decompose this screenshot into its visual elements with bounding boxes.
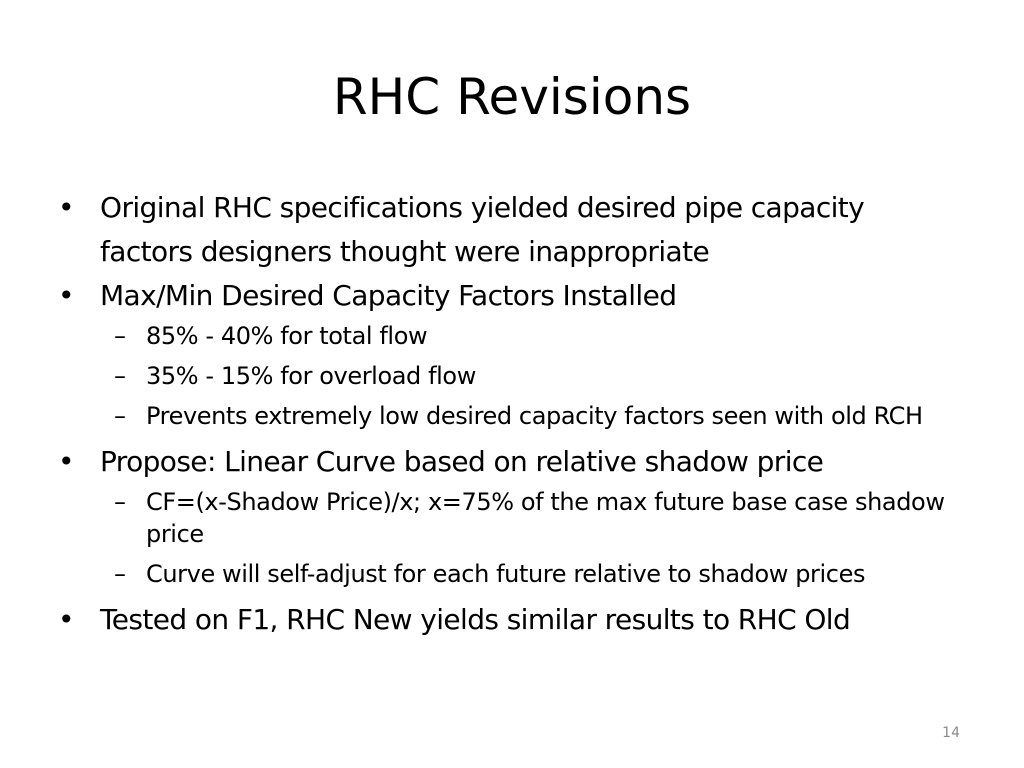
bullet-text: Tested on F1, RHC New yields similar results to RHC Old [100,603,851,636]
sub-bullet-item [58,360,958,392]
sub-bullet-item [58,320,958,352]
dash-icon: – [114,322,126,350]
sub-bullet-text: Prevents extremely low desired capacity factors seen with old RCH [146,402,923,430]
bullet-icon: • [58,279,74,312]
sub-bullet-text: 35% - 15% for overload flow [146,362,476,390]
sub-bullet-text: Curve will self-adjust for each future relative to shadow prices [146,560,866,588]
sub-bullet-item [58,400,958,432]
sub-bullet-item [58,486,958,550]
sub-bullet-item [58,558,958,590]
bullet-item [58,274,958,318]
dash-icon: – [114,560,126,588]
bullet-icon: • [58,191,74,224]
dash-icon: – [114,402,126,430]
slide-body [58,186,958,642]
sub-bullet-text: CF=(x-Shadow Price)/x; x=75% of the max future base case shadow price [146,488,945,548]
dash-icon: – [114,362,126,390]
sub-bullet-text: 85% - 40% for total flow [146,322,428,350]
bullet-text: Propose: Linear Curve based on relative shadow price [100,445,824,478]
bullet-item [58,440,958,484]
bullet-text: Max/Min Desired Capacity Factors Installed [100,279,677,312]
page-number: 14 [942,725,960,741]
bullet-icon: • [58,603,74,636]
bullet-text: Original RHC specifications yielded desired pipe capacity factors designers thought were inappropriate [100,191,865,268]
slide-title: RHC Revisions [332,68,692,126]
dash-icon: – [114,488,126,516]
bullet-item [58,598,958,642]
bullet-item [58,186,958,274]
bullet-icon: • [58,445,74,478]
